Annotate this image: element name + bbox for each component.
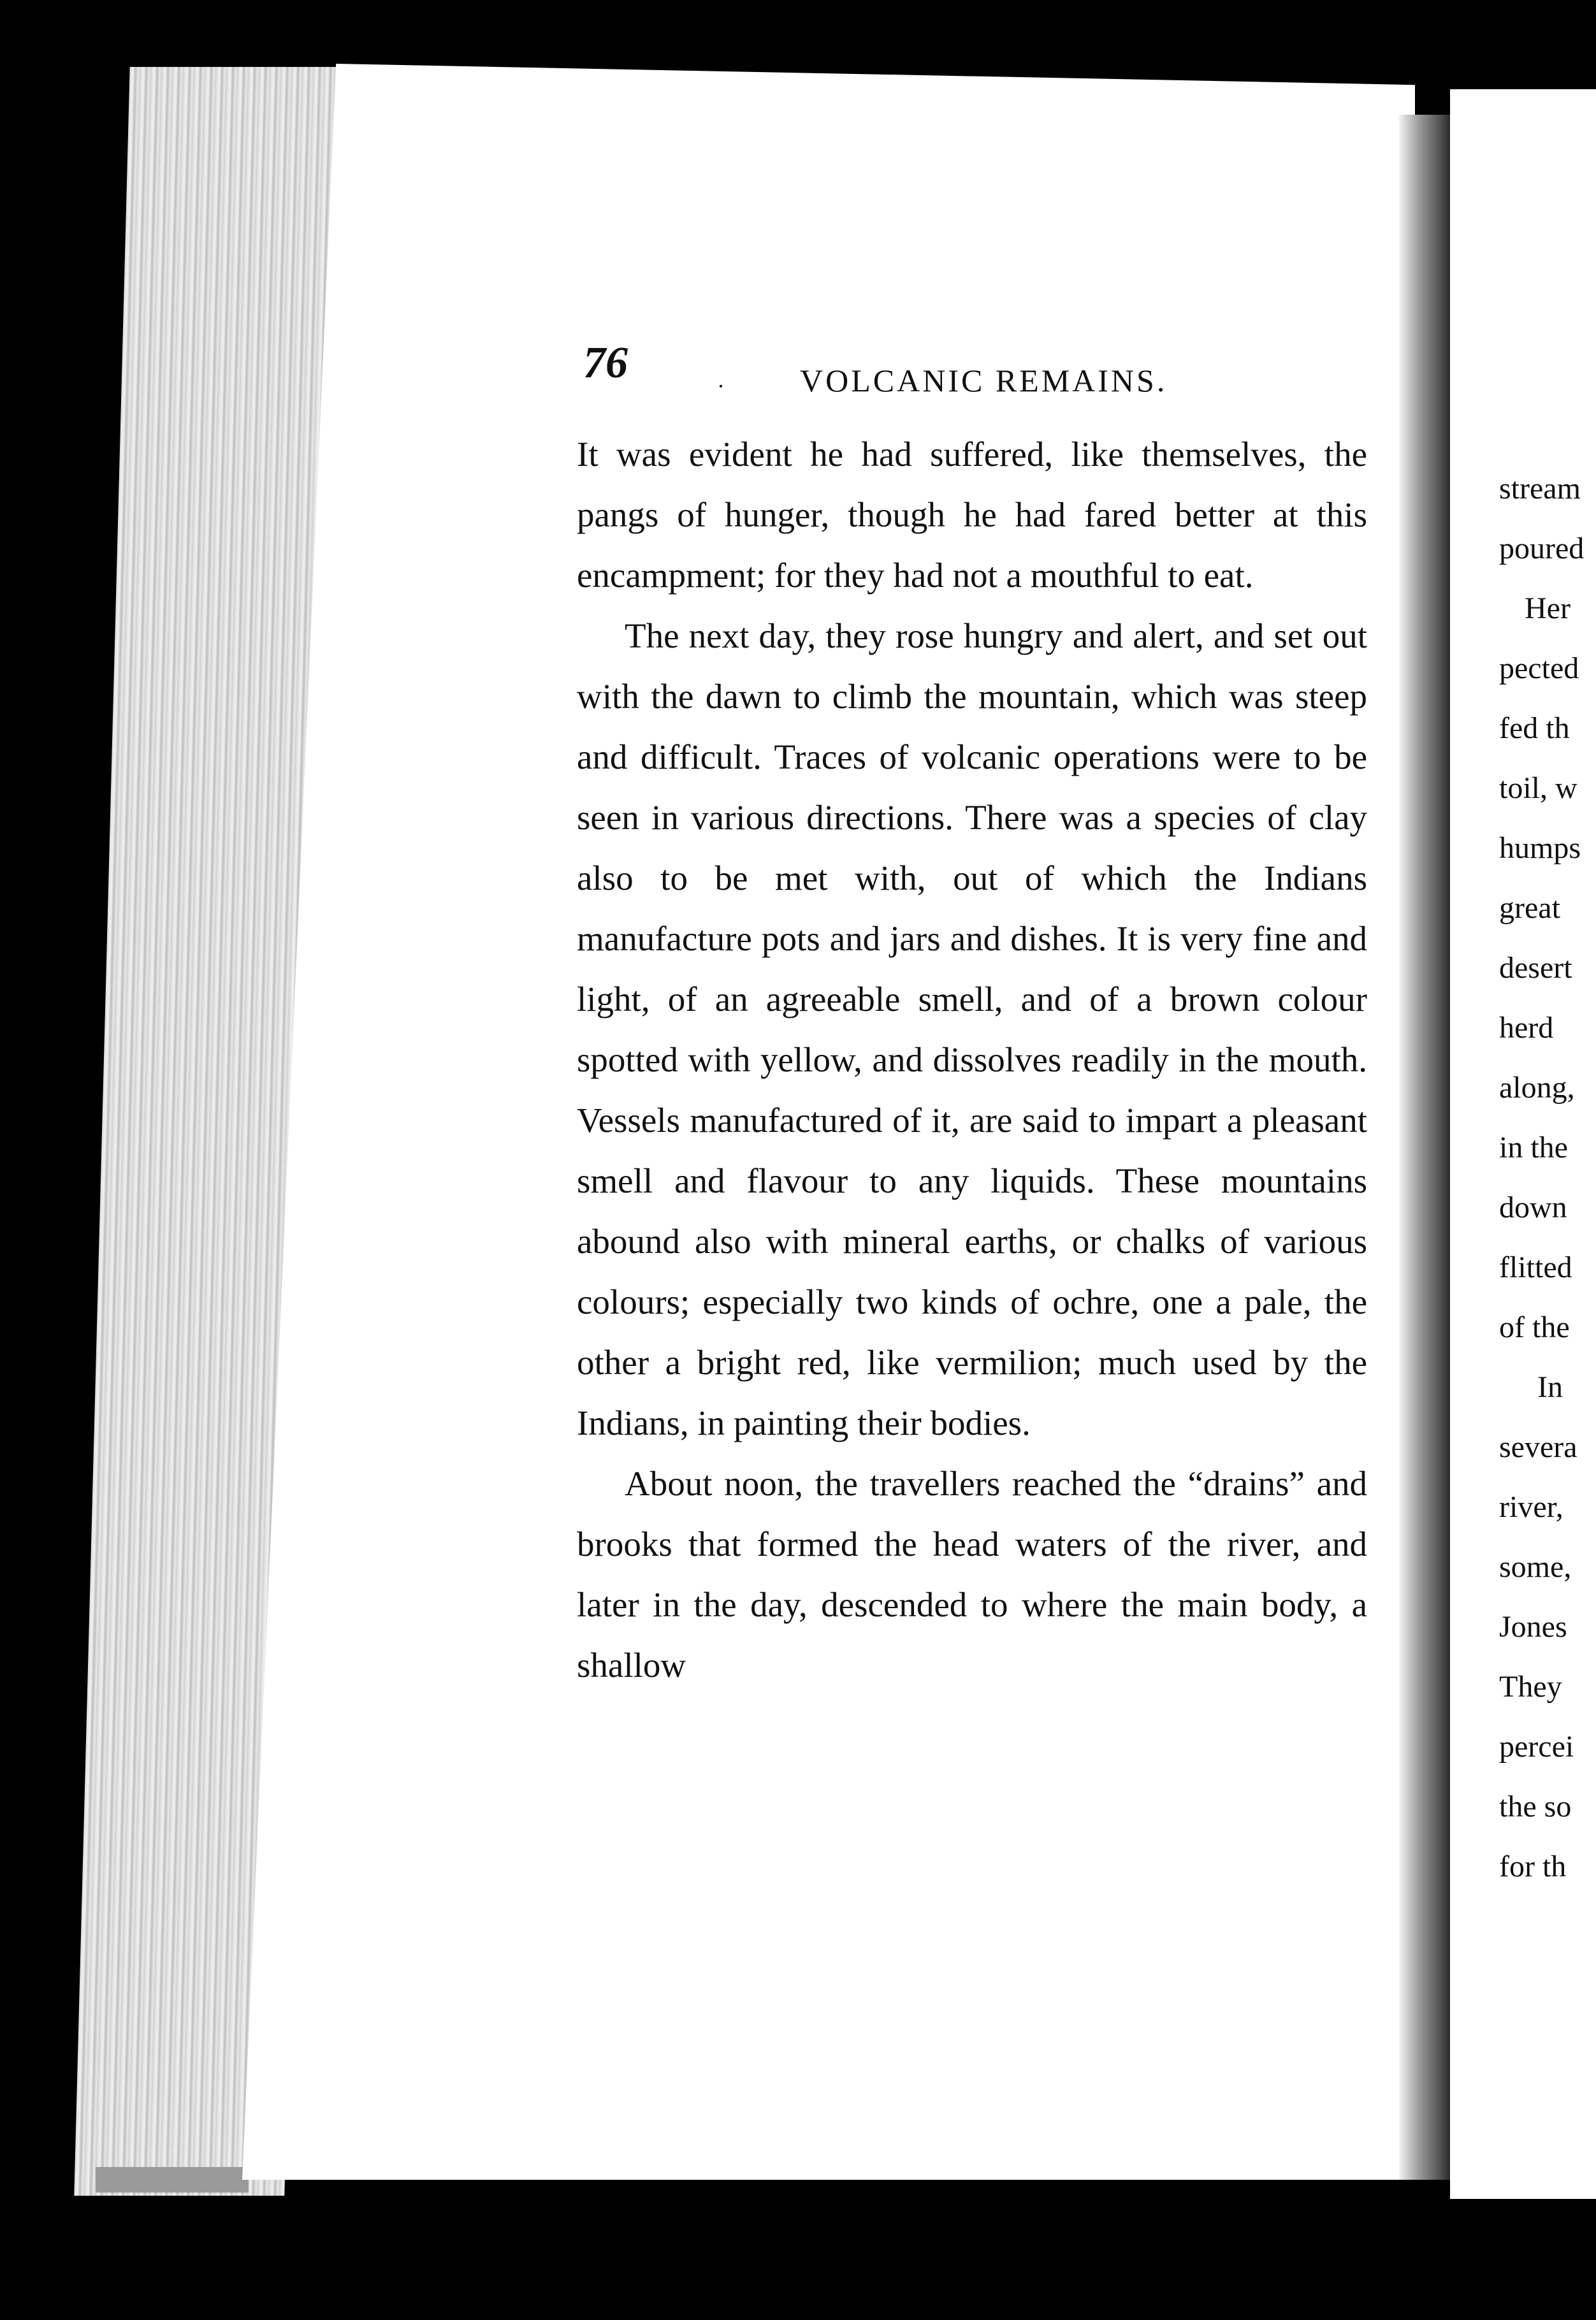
next-line: toil, w bbox=[1499, 771, 1578, 805]
next-line: severa bbox=[1499, 1430, 1578, 1464]
next-line: desert bbox=[1499, 951, 1572, 985]
next-line: some, bbox=[1499, 1550, 1572, 1584]
next-line: the so bbox=[1499, 1790, 1572, 1823]
next-line: flitted bbox=[1499, 1251, 1572, 1284]
paragraph-1: It was evident he had suffered, like themselves, the pangs of hunger, though he had fared better at this encampment; for they had not a mouthful to eat. bbox=[577, 435, 1367, 595]
book-gutter bbox=[1399, 115, 1456, 2180]
paragraph-2: The next day, they rose hungry and alert, and set out with the dawn to climb the mountain, which was steep and difficult. Traces of volcanic operations were to be seen in various directions. There was a species of clay also to be met with, out of which the Indians manufacture pots and jars and dishes. It is very fine and light, of an agreeable smell, and of a brown colour spotted with yellow, and dissolves readily in the mouth. Vessels manufactured of it, are said to impart a pleasant smell and flavour to any liquids. These mountains abound also with mineral earths, or chalks of various colours; especially two kinds of ochre, one a pale, the other a bright red, like vermilion; much used by the Indians, in painting their bodies. bbox=[577, 616, 1367, 1442]
next-line: In bbox=[1537, 1370, 1563, 1404]
next-line: Her bbox=[1525, 591, 1571, 625]
next-line: They bbox=[1499, 1670, 1562, 1704]
running-title: VOLCANIC REMAINS. bbox=[800, 363, 1168, 398]
next-line: of the bbox=[1499, 1310, 1570, 1344]
next-line: pected bbox=[1499, 651, 1579, 685]
next-line: down bbox=[1499, 1191, 1567, 1224]
header-dot: · bbox=[717, 373, 725, 399]
next-line: for th bbox=[1499, 1850, 1567, 1883]
next-line: percei bbox=[1499, 1730, 1574, 1764]
body-text bbox=[577, 424, 1367, 1695]
next-line: Jones bbox=[1499, 1610, 1567, 1644]
page-number: 76 bbox=[583, 338, 628, 388]
paragraph-3: About noon, the travellers reached the “drains” and brooks that formed the head waters of the river, and later in the day, descended to where the main body, a shallow bbox=[577, 1464, 1367, 1685]
next-line: along, bbox=[1499, 1071, 1575, 1105]
next-line: great bbox=[1499, 891, 1560, 925]
next-line: river, bbox=[1499, 1490, 1563, 1524]
next-line: fed th bbox=[1499, 711, 1570, 745]
next-line: in the bbox=[1499, 1131, 1568, 1164]
next-page-text bbox=[1499, 459, 1596, 1897]
next-line: humps bbox=[1499, 831, 1581, 865]
page-edges-shadow bbox=[96, 2167, 249, 2193]
next-line: stream bbox=[1499, 472, 1581, 505]
next-line: herd bbox=[1499, 1011, 1554, 1045]
next-line: poured bbox=[1499, 532, 1585, 565]
